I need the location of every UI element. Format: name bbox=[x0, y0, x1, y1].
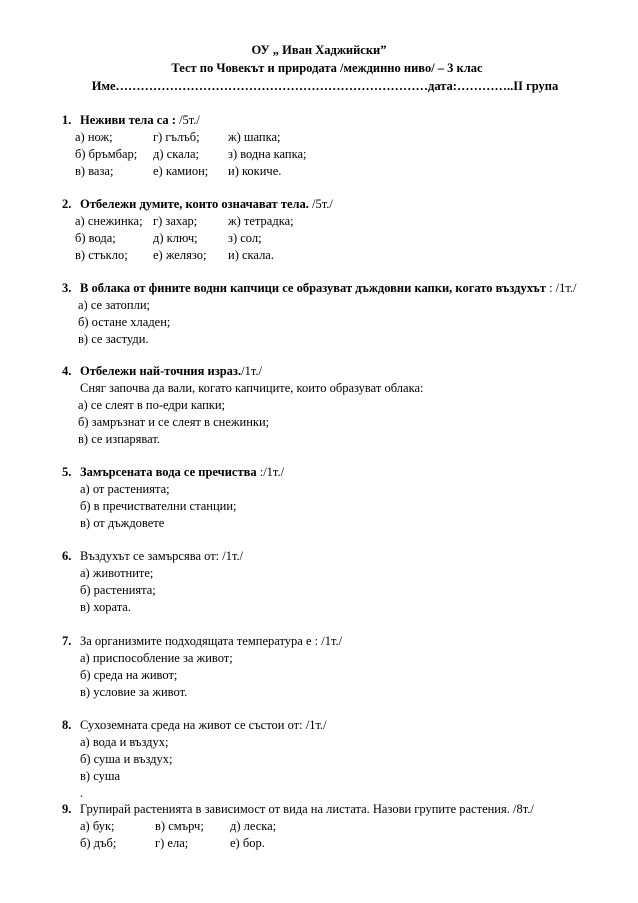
question-points: /1т./ bbox=[305, 718, 327, 732]
option: в) се застуди. bbox=[78, 332, 149, 346]
option: а) се затопли; bbox=[78, 298, 151, 312]
option: е) камион; bbox=[153, 164, 209, 178]
option: д) леска; bbox=[230, 819, 277, 833]
question-5 bbox=[62, 464, 284, 480]
option: б) растенията; bbox=[80, 583, 156, 597]
option: б) среда на живот; bbox=[80, 668, 178, 682]
option: а) животните; bbox=[80, 566, 154, 580]
option: в) стъкло; bbox=[75, 248, 128, 262]
option: в) условие за живот. bbox=[80, 685, 188, 699]
option: д) ключ; bbox=[153, 231, 198, 245]
option: г) захар; bbox=[153, 214, 198, 228]
option: в) се изпаряват. bbox=[78, 432, 161, 446]
test-title: Тест по Човекът и природата /междинно ниво/ – 3 клас bbox=[171, 61, 483, 75]
question-text: Неживи тела са : bbox=[80, 113, 176, 127]
option: а) нож; bbox=[75, 130, 113, 144]
option: и) скала. bbox=[228, 248, 274, 262]
option: и) кокиче. bbox=[228, 164, 282, 178]
option: б) дъб; bbox=[80, 836, 117, 850]
option: з) водна капка; bbox=[228, 147, 307, 161]
question-number: 1. bbox=[62, 113, 72, 127]
question-text: Замърсената вода се пречиства bbox=[80, 465, 257, 479]
option: г) ела; bbox=[155, 836, 189, 850]
question-number: 7. bbox=[62, 634, 72, 648]
question-6 bbox=[62, 548, 243, 564]
option: в) суша bbox=[80, 769, 120, 783]
option: в) ваза; bbox=[75, 164, 114, 178]
question-number: 8. bbox=[62, 718, 72, 732]
name-date-group-line: Име…………………………………………………………………дата:…………..II група bbox=[91, 79, 559, 93]
question-number: 6. bbox=[62, 549, 72, 563]
question-text: Сухоземната среда на живот се състои от: bbox=[80, 718, 303, 732]
question-text: За организмите подходящата температура е : bbox=[80, 634, 319, 648]
question-number: 2. bbox=[62, 197, 72, 211]
option: а) приспособление за живот; bbox=[80, 651, 233, 665]
question-points: /8т./ bbox=[513, 802, 534, 816]
question-7 bbox=[62, 633, 342, 649]
question-points: /1т./ bbox=[241, 364, 262, 378]
option: а) бук; bbox=[80, 819, 115, 833]
question-4 bbox=[62, 363, 262, 379]
question-3 bbox=[62, 280, 577, 296]
option: б) замръзнат и се слеят в снежинки; bbox=[78, 415, 270, 429]
option: з) сол; bbox=[228, 231, 262, 245]
option: в) смърч; bbox=[155, 819, 204, 833]
question-text: Въздухът се замърсява от: bbox=[80, 549, 220, 563]
option: а) се слеят в по-едри капки; bbox=[78, 398, 226, 412]
question-points: /1т./ bbox=[222, 549, 244, 563]
question-text: Отбележи думите, които означават тела. bbox=[80, 197, 309, 211]
question-text: Групирай растенията в зависимост от вида на листата. Назови групите растения. bbox=[80, 802, 510, 816]
option: б) вода; bbox=[75, 231, 116, 245]
question-1 bbox=[62, 112, 200, 128]
question-number: 9. bbox=[62, 802, 72, 816]
question-text: В облака от фините водни капчици се образуват дъждовни капки, когато въздухът bbox=[80, 281, 546, 295]
stray-period: . bbox=[80, 786, 84, 800]
option: е) желязо; bbox=[153, 248, 207, 262]
question-points: :/1т./ bbox=[259, 465, 285, 479]
option: б) в пречиствателни станции; bbox=[80, 499, 237, 513]
option: е) бор. bbox=[230, 836, 265, 850]
question-stem: Сняг започва да вали, когато капчиците, които образуват облака: bbox=[80, 381, 424, 395]
question-points: /5т./ bbox=[312, 197, 333, 211]
question-9 bbox=[62, 801, 534, 817]
option: г) гълъб; bbox=[153, 130, 200, 144]
option: ж) тетрадка; bbox=[228, 214, 294, 228]
option: б) суша и въздух; bbox=[80, 752, 173, 766]
option: а) вода и въздух; bbox=[80, 735, 169, 749]
option: а) от растенията; bbox=[80, 482, 170, 496]
school-name: ОУ „ Иван Хаджийски” bbox=[251, 43, 387, 57]
option: ж) шапка; bbox=[228, 130, 281, 144]
option: д) скала; bbox=[153, 147, 199, 161]
question-2 bbox=[62, 196, 333, 212]
option: в) хората. bbox=[80, 600, 131, 614]
question-number: 3. bbox=[62, 281, 72, 295]
option: б) остане хладен; bbox=[78, 315, 171, 329]
question-points: /1т./ bbox=[321, 634, 343, 648]
question-points: /5т./ bbox=[179, 113, 200, 127]
option: б) бръмбар; bbox=[75, 147, 138, 161]
option: в) от дъждовете bbox=[80, 516, 165, 530]
question-number: 5. bbox=[62, 465, 72, 479]
question-8 bbox=[62, 717, 327, 733]
option: а) снежинка; bbox=[75, 214, 143, 228]
question-points: : /1т./ bbox=[549, 281, 577, 295]
question-text: Отбележи най-точния израз. bbox=[80, 364, 242, 378]
question-number: 4. bbox=[62, 364, 72, 378]
